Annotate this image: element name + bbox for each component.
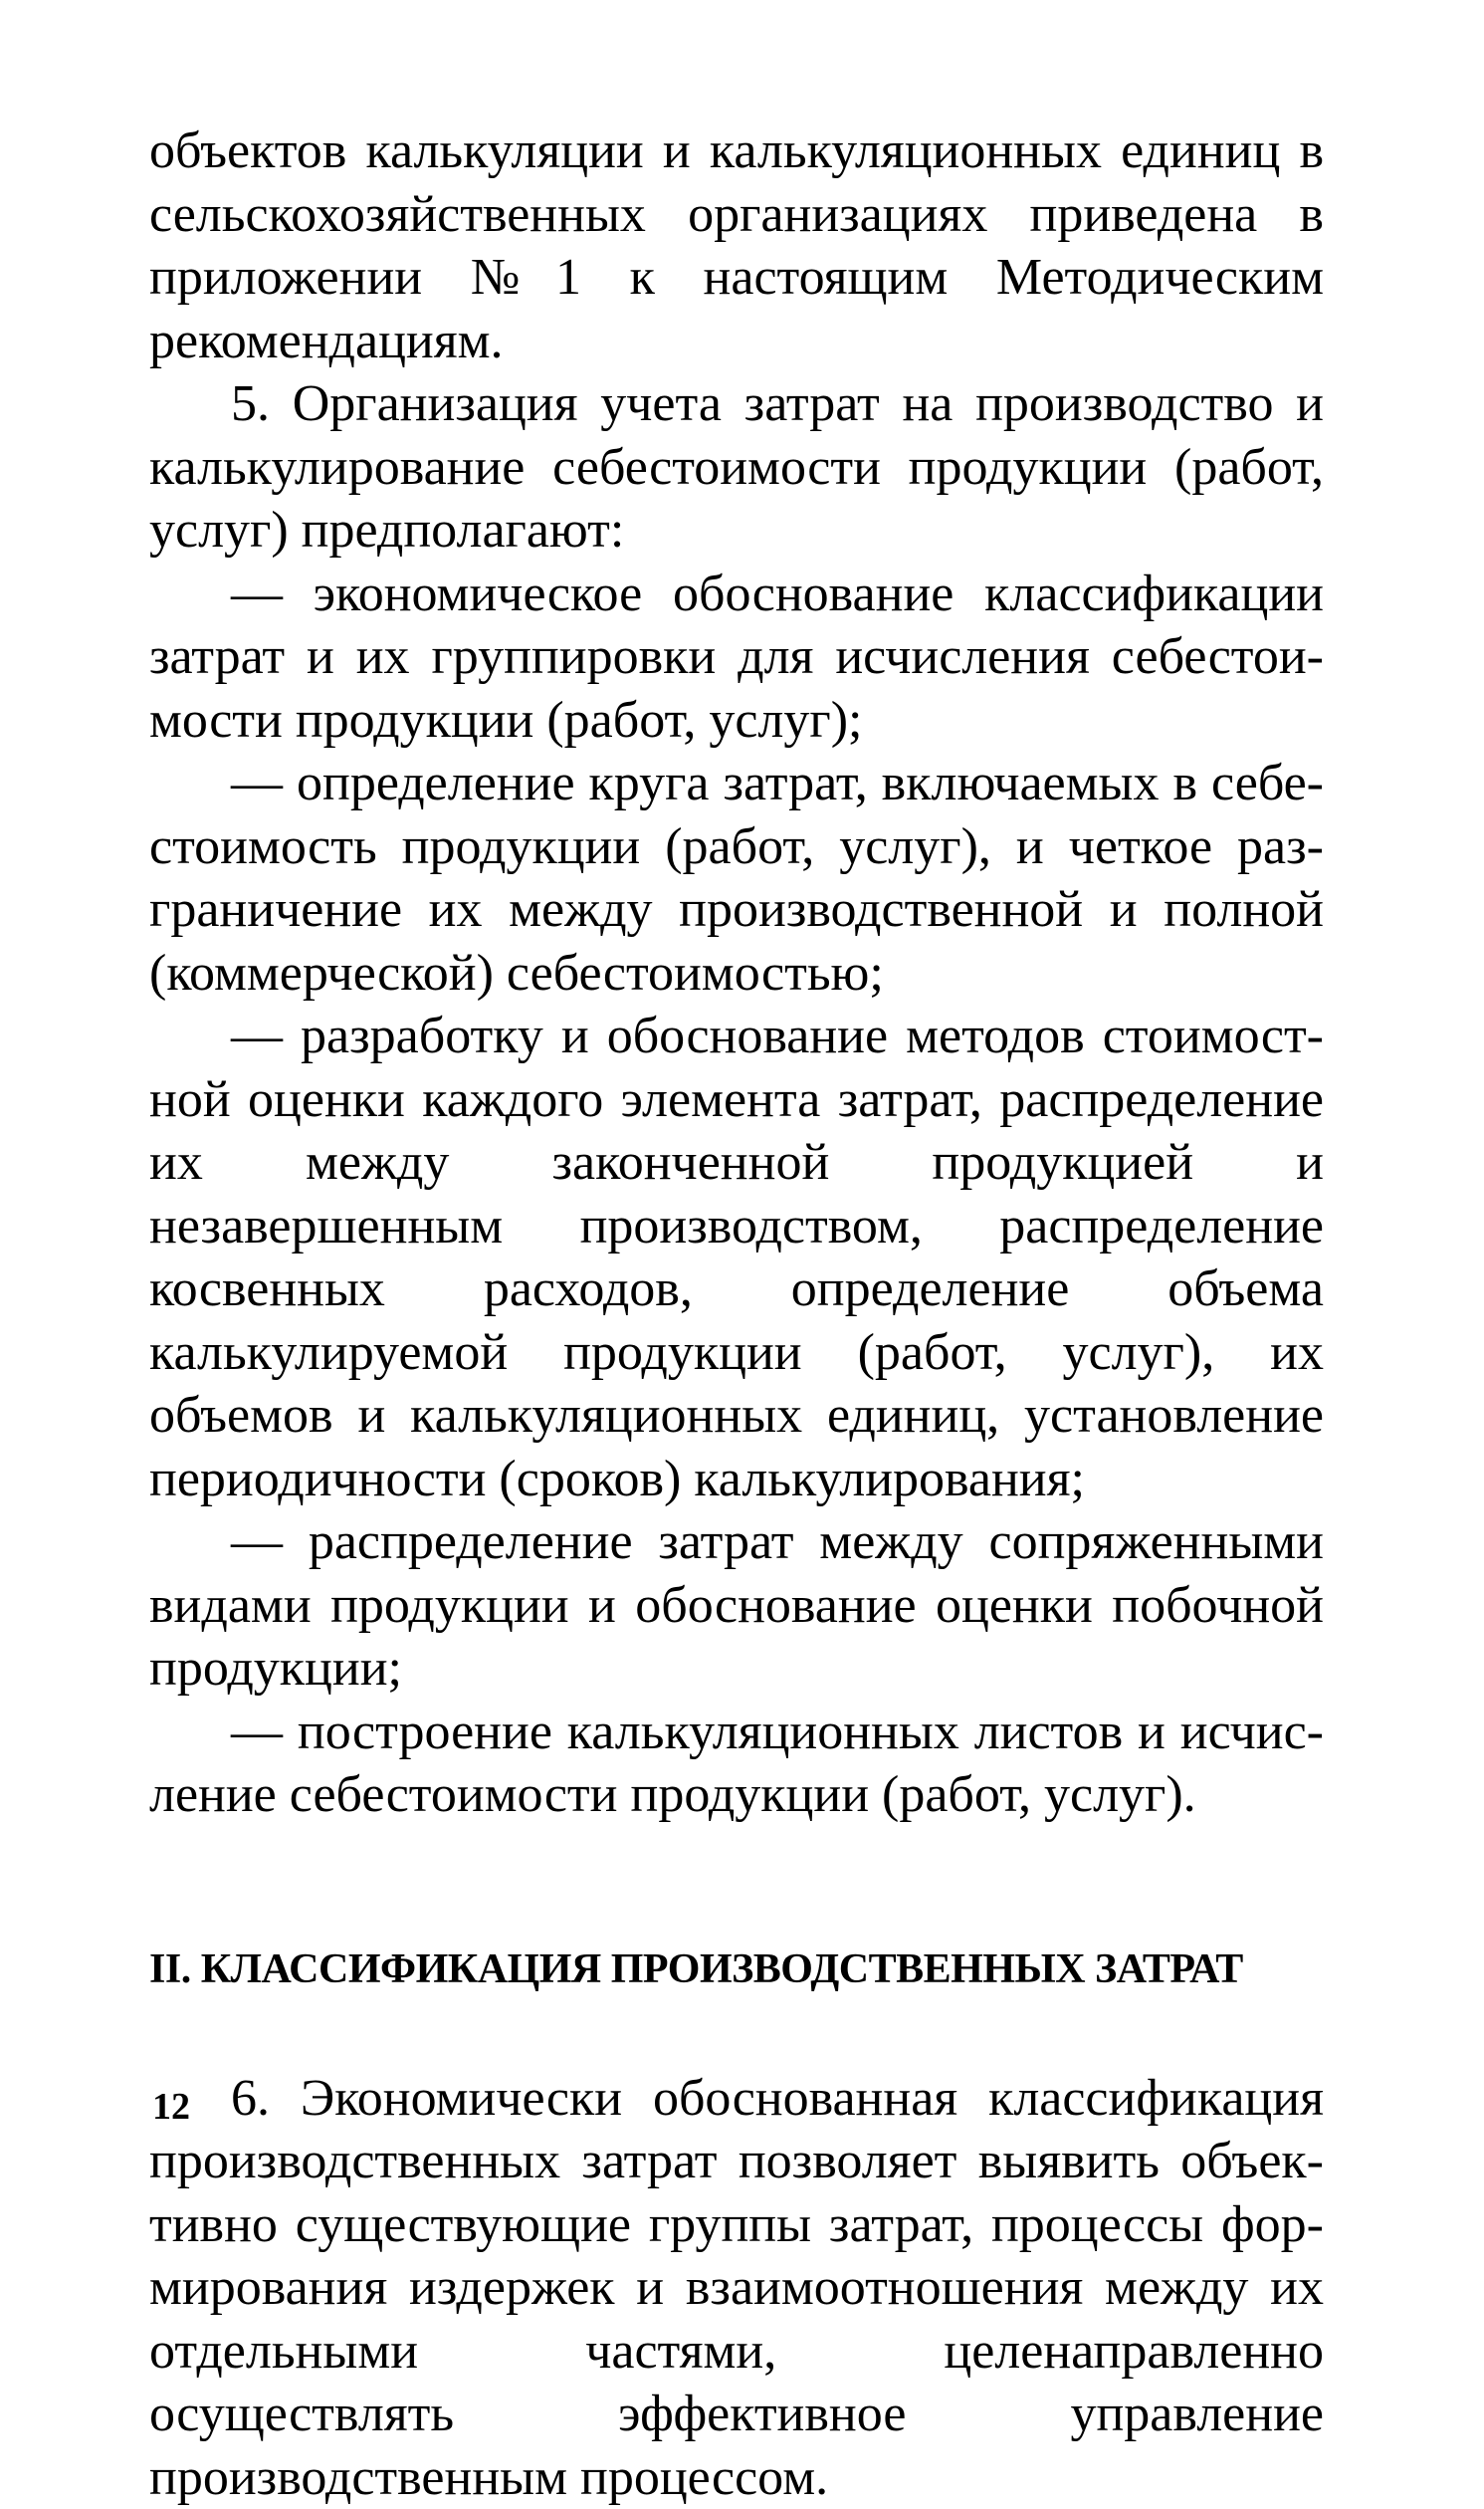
list-item-joint-products: — распределение затрат между сопряженными видами продукции и обоснование оценки побочной продукции; bbox=[149, 1510, 1324, 1701]
paragraph-item-5: 5. Организация учета затрат на производство и калькулирование себестоимости продукции (работ, услуг) предполагают: bbox=[149, 372, 1324, 563]
page-number: 12 bbox=[152, 2083, 190, 2131]
list-item-classification: — экономическое обоснование классификации затрат и их группировки для исчисления себестоимости продукции (работ, услуг); bbox=[149, 563, 1324, 753]
document-page bbox=[149, 119, 1324, 2509]
list-item-costing-sheets: — построение калькуляционных листов и исчисление себестоимости продукции (работ, услуг). bbox=[149, 1701, 1324, 1827]
section-heading: II. КЛАССИФИКАЦИЯ ПРОИЗВОДСТВЕННЫХ ЗАТРАТ bbox=[149, 1939, 1324, 2001]
paragraph-item-6: 6. Экономически обоснованная классификация производственных затрат позволяет выявить объективно существующие группы затрат, процессы формирования издержек и взаимоотношения между их отдельными частями, целенаправленно осуществлять эффективное управление производственным процессом. bbox=[149, 2067, 1324, 2509]
paragraph-continuation: объектов калькуляции и калькуляционных единиц в сельскохозяйственных организациях приведена в приложении №1 к настоящим Методическим рекомендациям. bbox=[149, 119, 1324, 372]
list-item-valuation-methods: — разработку и обоснование методов стоимостной оценки каждого элемента затрат, распределение их между законченной продукцией и незавершенным производством, распределение косвенных расходов, определение объема калькулируемой продукции (работ, услуг), их объемов и калькуляционных единиц, установление периодичности (сроков) калькулирования; bbox=[149, 1005, 1324, 1510]
list-item-cost-scope: — определение круга затрат, включаемых в себестоимость продукции (работ, услуг), и четкое разграничение их между производственной и полной (коммерческой) себестоимостью; bbox=[149, 752, 1324, 1005]
